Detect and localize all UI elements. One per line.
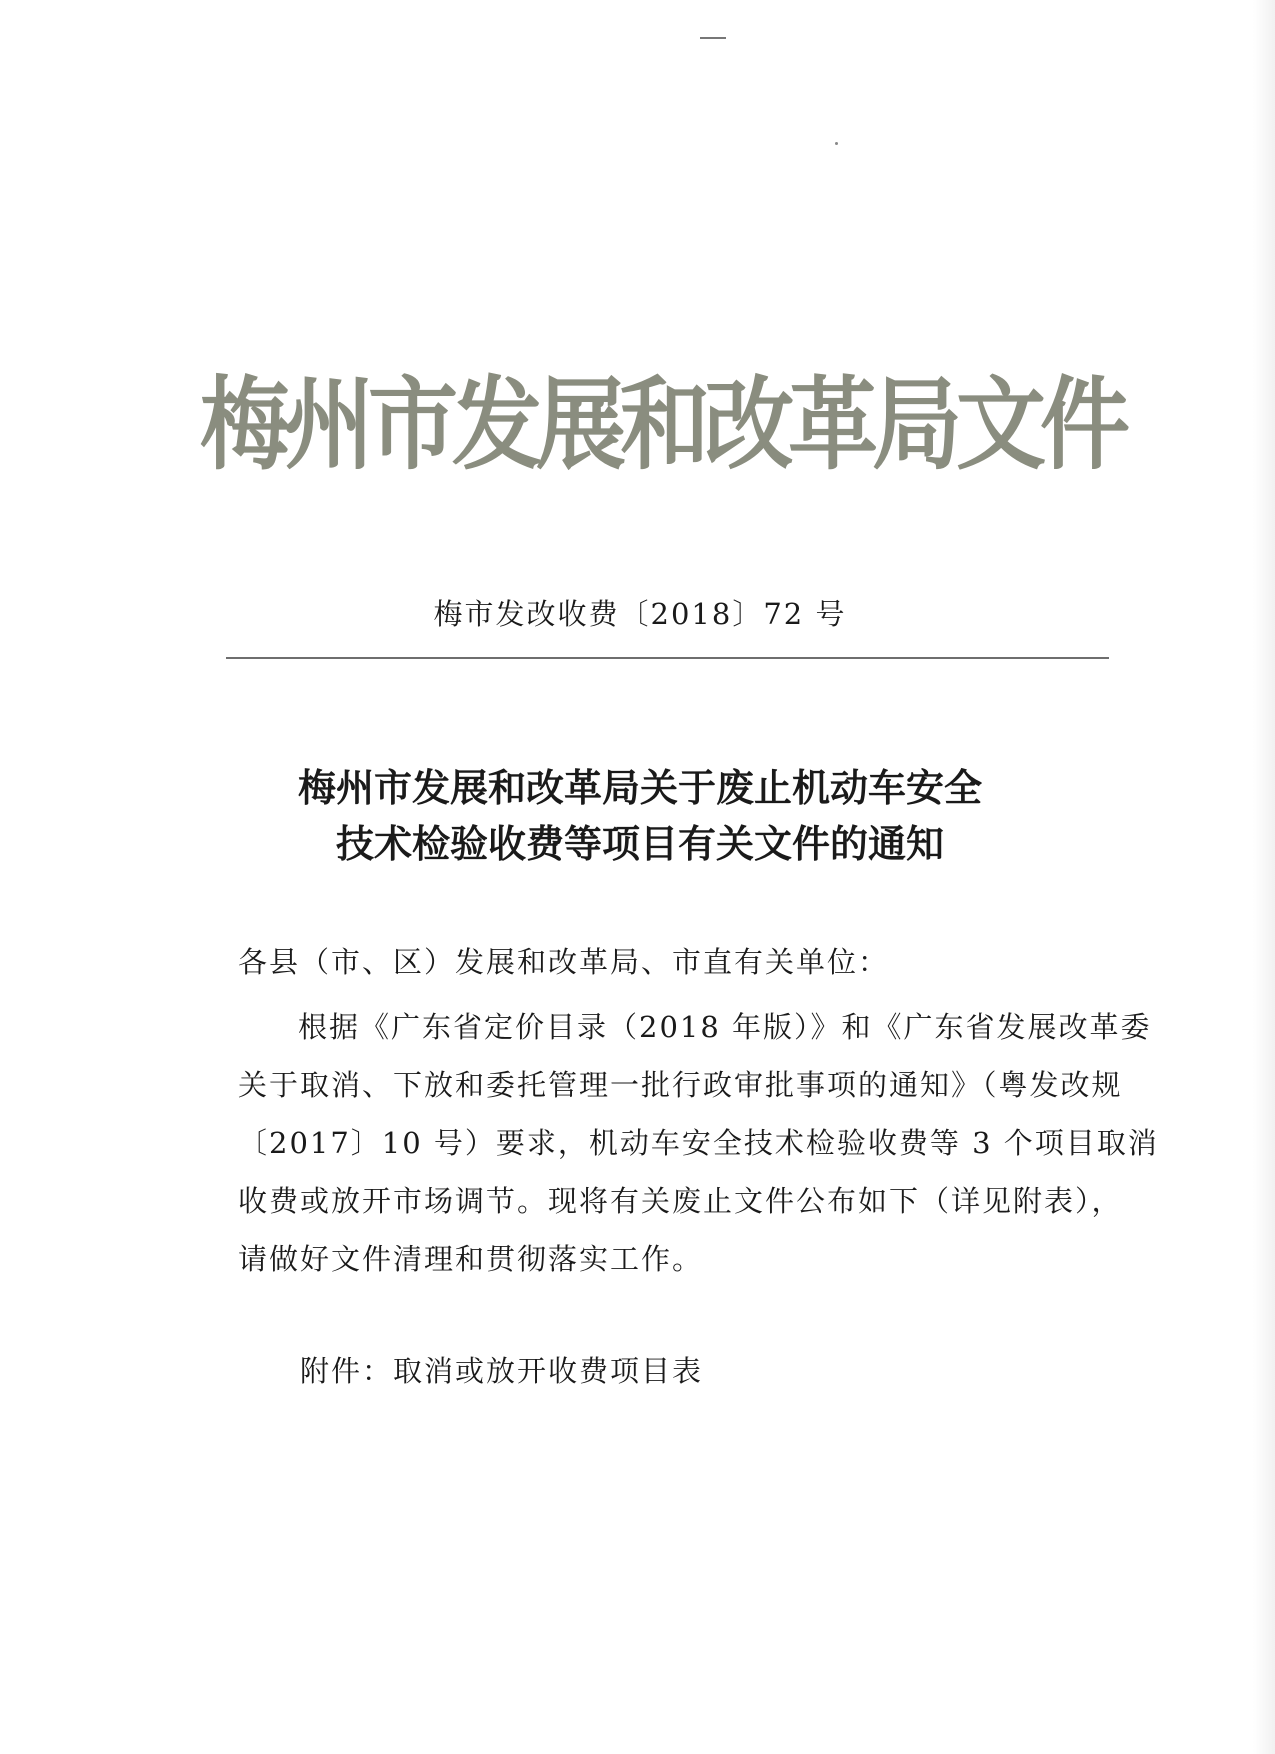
scan-mark bbox=[700, 37, 726, 39]
body-paragraph bbox=[238, 998, 1159, 1288]
body-line: 〔2017〕10 号）要求，机动车安全技术检验收费等 3 个项目取消 bbox=[238, 1126, 1159, 1160]
masthead: 梅州市发展和改革局文件 bbox=[200, 365, 1124, 485]
header-divider bbox=[226, 657, 1109, 659]
document-title bbox=[240, 760, 1040, 872]
body-line: 根据《广东省定价目录（2018 年版）》和《广东省发展改革委 bbox=[298, 1010, 1152, 1044]
scan-edge-shadow bbox=[1253, 0, 1275, 1754]
body-line: 收费或放开市场调节。现将有关废止文件公布如下（详见附表）， bbox=[238, 1184, 1123, 1218]
attachment-note: 附件：取消或放开收费项目表 bbox=[300, 1354, 704, 1388]
title-line-2: 技术检验收费等项目有关文件的通知 bbox=[335, 821, 944, 866]
document-number: 梅市发改收费〔2018〕72 号 bbox=[433, 597, 847, 631]
title-line-1: 梅州市发展和改革局关于废止机动车安全 bbox=[297, 765, 982, 810]
addressee: 各县（市、区）发展和改革局、市直有关单位： bbox=[238, 945, 890, 979]
scan-speck bbox=[835, 142, 838, 145]
body-line: 请做好文件清理和贯彻落实工作。 bbox=[238, 1242, 704, 1276]
body-line: 关于取消、下放和委托管理一批行政审批事项的通知》（粤发改规 bbox=[238, 1068, 1123, 1102]
